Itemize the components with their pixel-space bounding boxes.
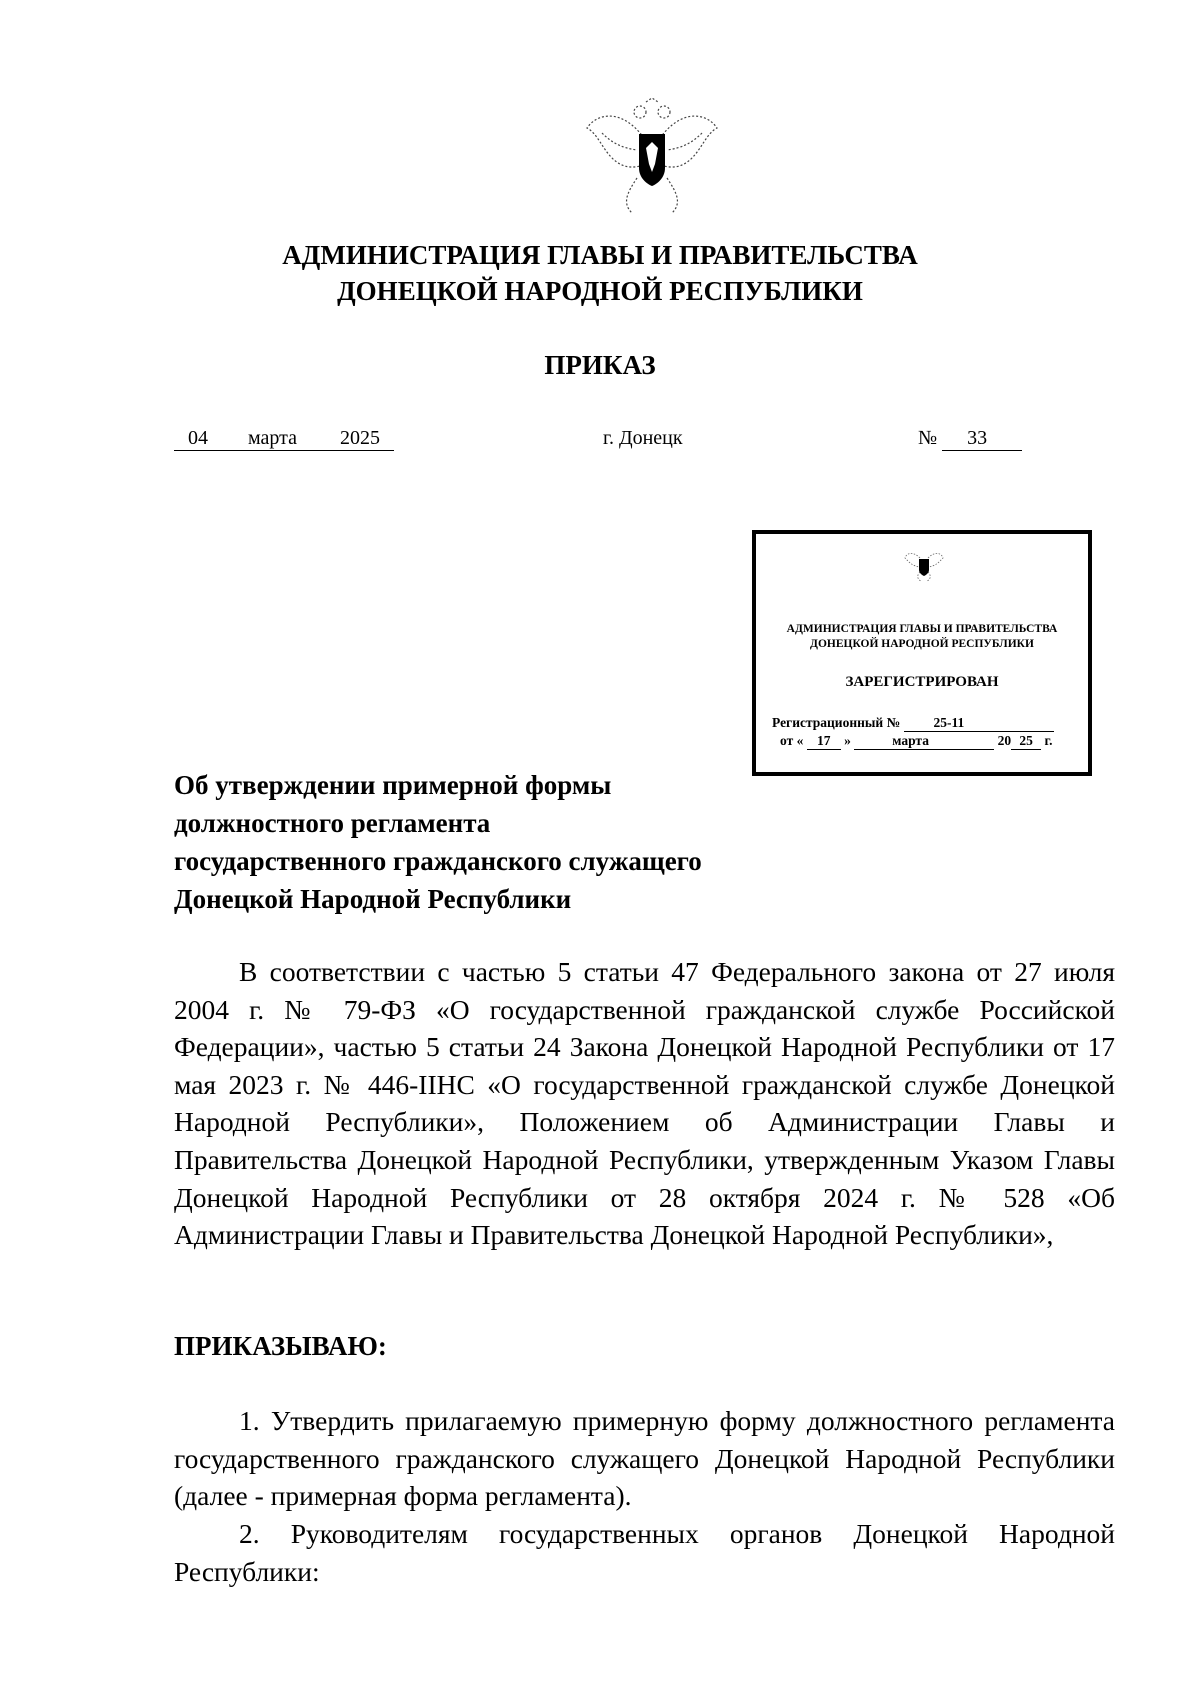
stamp-emblem-icon: [904, 548, 944, 582]
number-sign: №: [918, 427, 938, 449]
org-line-2: ДОНЕЦКОЙ НАРОДНОЙ РЕСПУБЛИКИ: [337, 276, 863, 306]
item-2-paragraph: 2. Руководителям государственных органов Донецкой Народной Республики:: [174, 1518, 1115, 1587]
order-number: [918, 427, 1022, 451]
stamp-day: 17: [807, 733, 841, 750]
reg-label: Регистрационный №: [772, 715, 901, 730]
item-1-paragraph: 1. Утвердить прилагаемую примерную форму должностного регламента государственного гражданского служащего Донецкой Народной Республики (далее - примерная форма регламента).: [174, 1405, 1115, 1512]
date-month: марта: [248, 427, 297, 449]
order-date: [174, 427, 394, 451]
org-line-1: АДМИНИСТРАЦИЯ ГЛАВЫ И ПРАВИТЕЛЬСТВА: [282, 240, 918, 270]
from-label: от «: [780, 733, 804, 748]
reg-number: 25-11: [904, 715, 1054, 732]
order-word: ПРИКАЗЫВАЮ:: [174, 1331, 387, 1361]
document-heading: [174, 766, 702, 918]
date-year: 2025: [340, 427, 380, 449]
heading-line: государственного гражданского служащего: [174, 846, 702, 876]
stamp-date-row: [780, 733, 1052, 750]
stamp-century: 20: [997, 733, 1012, 748]
document-type: ПРИКАЗ: [544, 350, 656, 380]
stamp-year: 25: [1011, 733, 1041, 750]
stamp-org-line-1: АДМИНИСТРАЦИЯ ГЛАВЫ И ПРАВИТЕЛЬСТВА: [786, 623, 1058, 635]
stamp-status: ЗАРЕГИСТРИРОВАН: [845, 674, 999, 690]
organization-title: [0, 237, 1200, 309]
heading-line: Донецкой Народной Республики: [174, 884, 572, 914]
coat-of-arms-emblem: [582, 98, 722, 218]
stamp-reg-row: [772, 715, 1054, 732]
city: г. Донецк: [603, 427, 683, 449]
date-day: 04: [188, 427, 208, 449]
number-value: 33: [942, 427, 1022, 451]
from-close: »: [844, 733, 851, 748]
stamp-month: марта: [854, 733, 994, 750]
stamp-org-line-2: ДОНЕЦКОЙ НАРОДНОЙ РЕСПУБЛИКИ: [810, 638, 1034, 650]
heading-line: должностного регламента: [174, 808, 491, 838]
heading-line: Об утверждении примерной формы: [174, 770, 612, 800]
stamp-organization: [756, 622, 1088, 652]
registration-stamp: [752, 530, 1092, 776]
preamble-paragraph: В соответствии с частью 5 статьи 47 Федерального закона от 27 июля 2004 г. № 79-ФЗ «О государственной гражданской службе Российской Федерации», частью 5 статьи 24 Закона Донецкой Народной Республики от 17 мая 2023 г. № 446-IIНС «О государственной гражданской службе Донецкой Народной Республики», Положением об Администрации Главы и Правительства Донецкой Народной Республики, утвержденным Указом Главы Донецкой Народной Республики от 28 октября 2024 г. № 528 «Об Администрации Главы и Правительства Донецкой Народной Республики»,: [174, 956, 1115, 1251]
stamp-year-suffix: г.: [1044, 733, 1053, 748]
